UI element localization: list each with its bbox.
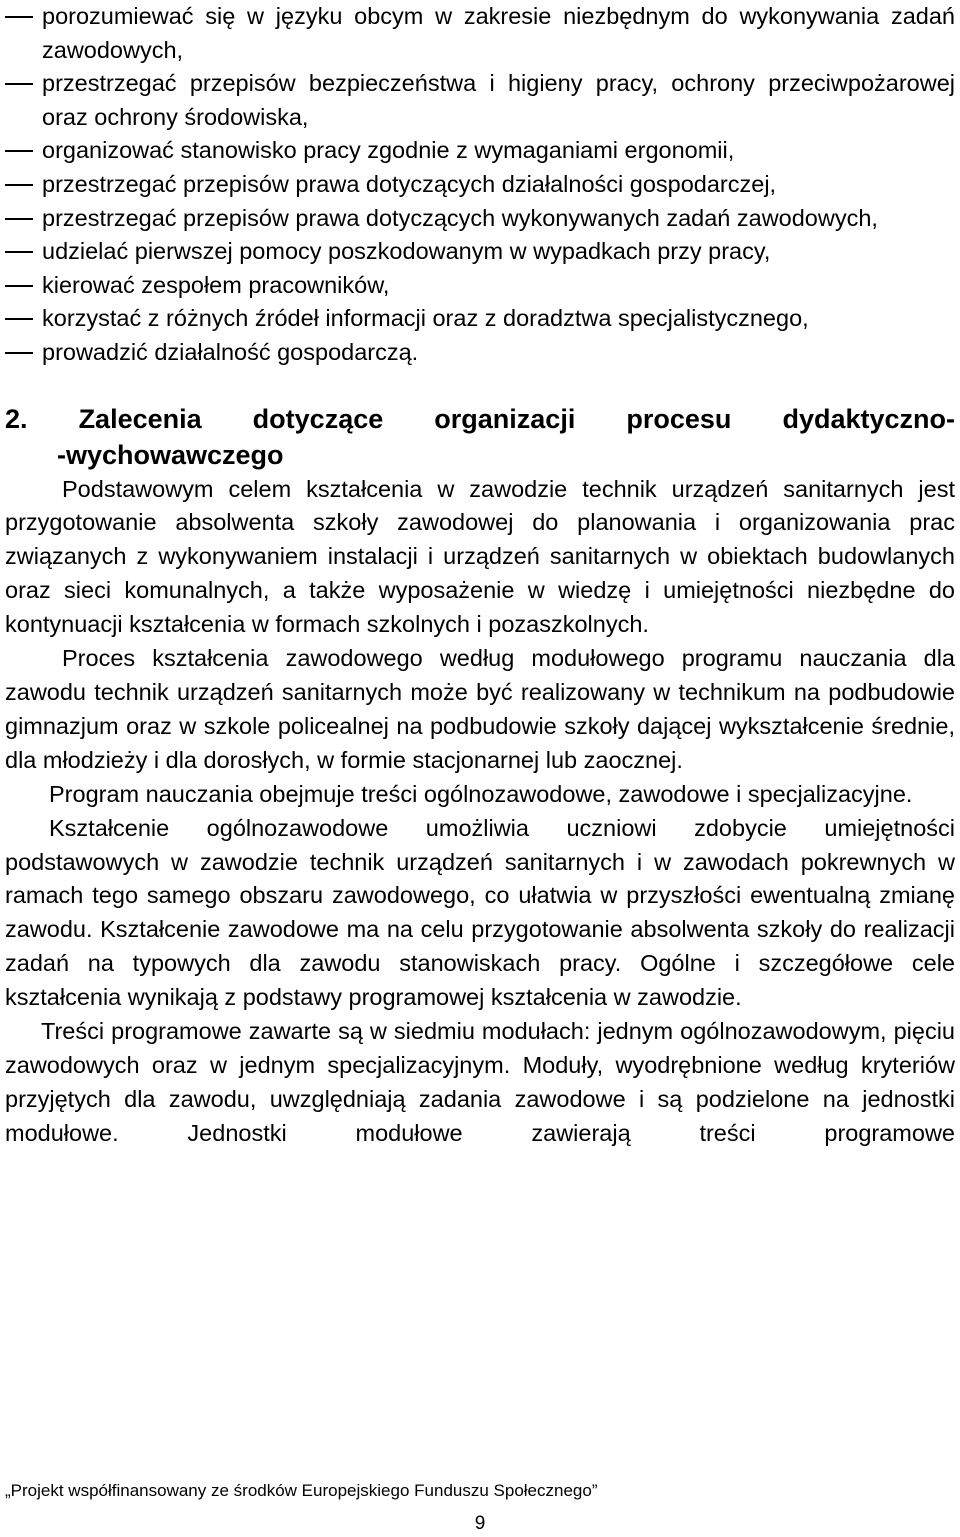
footer-note: „Projekt współfinansowany ze środków Europejskiego Funduszu Społecznego” bbox=[5, 1481, 598, 1500]
dash-bullet bbox=[5, 150, 33, 152]
list-item bbox=[5, 202, 955, 236]
dash-bullet bbox=[5, 218, 33, 220]
dash-bullet bbox=[5, 285, 33, 287]
paragraph-modules: Treści programowe zawarte są w siedmiu modułach: jednym ogólnozawodowym, pięciu zawodowych oraz w jednym specjalizacyjnym. Moduły, wyodrębnione według kryteriów przyjętych dla zawodu, uwzględniają zadania zawodowe i są podzielone na jednostki modułowe. Jednostki modułowe zawierają treści programowe bbox=[5, 1018, 955, 1146]
dash-bullet bbox=[5, 318, 33, 320]
page-number: 9 bbox=[474, 1513, 486, 1534]
list-item bbox=[5, 134, 955, 168]
list-item bbox=[5, 67, 955, 134]
list-item-text: kierować zespołem pracowników, bbox=[42, 271, 390, 298]
document-page bbox=[5, 0, 955, 1151]
section-heading-line-2: -wychowawczego bbox=[57, 439, 284, 470]
list-item bbox=[5, 269, 955, 303]
list-item-text: prowadzić działalność gospodarczą. bbox=[42, 338, 419, 365]
list-item bbox=[5, 0, 955, 67]
list-item-text: korzystać z różnych źródeł informacji oraz z doradztwa specjalistycznego, bbox=[42, 305, 809, 332]
section-heading bbox=[5, 401, 955, 473]
list-item bbox=[5, 235, 955, 269]
section-heading-line-1: 2. Zalecenia dotyczące organizacji procesu dydaktyczno- bbox=[5, 403, 955, 434]
list-item bbox=[5, 302, 955, 336]
list-item-text: przestrzegać przepisów prawa dotyczących działalności gospodarczej, bbox=[42, 170, 777, 197]
competency-list bbox=[5, 0, 955, 370]
list-item bbox=[5, 168, 955, 202]
paragraph-general-training: Kształcenie ogólnozawodowe umożliwia uczniowi zdobycie umiejętności podstawowych w zawodzie technik urządzeń sanitarnych i w zawodach pokrewnych w ramach tego samego obszaru zawodowego, co ułatwia w przyszłości ewentualną zmianę zawodu. Kształcenie zawodowe ma na celu przygotowanie absolwenta szkoły do realizacji zadań na typowych dla zawodu stanowiskach pracy. Ogólne i szczegółowe cele kształcenia wynikają z podstawy programowej kształcenia w zawodzie. bbox=[5, 814, 955, 1011]
dash-bullet bbox=[5, 184, 33, 186]
list-item bbox=[5, 336, 955, 370]
list-item-text: przestrzegać przepisów bezpieczeństwa i higieny pracy, ochrony przeciwpożarowej oraz ochrony środowiska, bbox=[42, 70, 955, 130]
dash-bullet bbox=[5, 251, 33, 253]
dash-bullet bbox=[5, 352, 33, 354]
list-item-text: porozumiewać się w języku obcym w zakresie niezbędnym do wykonywania zadań zawodowych, bbox=[42, 3, 955, 63]
list-item-text: organizować stanowisko pracy zgodnie z wymaganiami ergonomii, bbox=[42, 137, 735, 164]
paragraph-program: Program nauczania obejmuje treści ogólnozawodowe, zawodowe i specjalizacyjne. bbox=[49, 780, 913, 807]
paragraph-process: Proces kształcenia zawodowego według modułowego programu nauczania dla zawodu technik urządzeń sanitarnych może być realizowany w technikum na podbudowie gimnazjum oraz w szkole policealnej na podbudowie szkoły dającej wykształcenie średnie, dla młodzieży i dla dorosłych, w formie stacjonarnej lub zaocznej. bbox=[5, 645, 955, 773]
list-item-text: udzielać pierwszej pomocy poszkodowanym w wypadkach przy pracy, bbox=[42, 238, 771, 265]
list-item-text: przestrzegać przepisów prawa dotyczących wykonywanych zadań zawodowych, bbox=[42, 204, 878, 231]
dash-bullet bbox=[5, 83, 33, 85]
paragraph-goal: Podstawowym celem kształcenia w zawodzie technik urządzeń sanitarnych jest przygotowanie absolwenta szkoły zawodowej do planowania i organizowania prac związanych z wykonywaniem instalacji i urządzeń sanitarnych w obiektach budowlanych oraz sieci komunalnych, a także wyposażenie w wiedzę i umiejętności niezbędne do kontynuacji kształcenia w formach szkolnych i pozaszkolnych. bbox=[5, 475, 955, 638]
dash-bullet bbox=[5, 16, 33, 18]
